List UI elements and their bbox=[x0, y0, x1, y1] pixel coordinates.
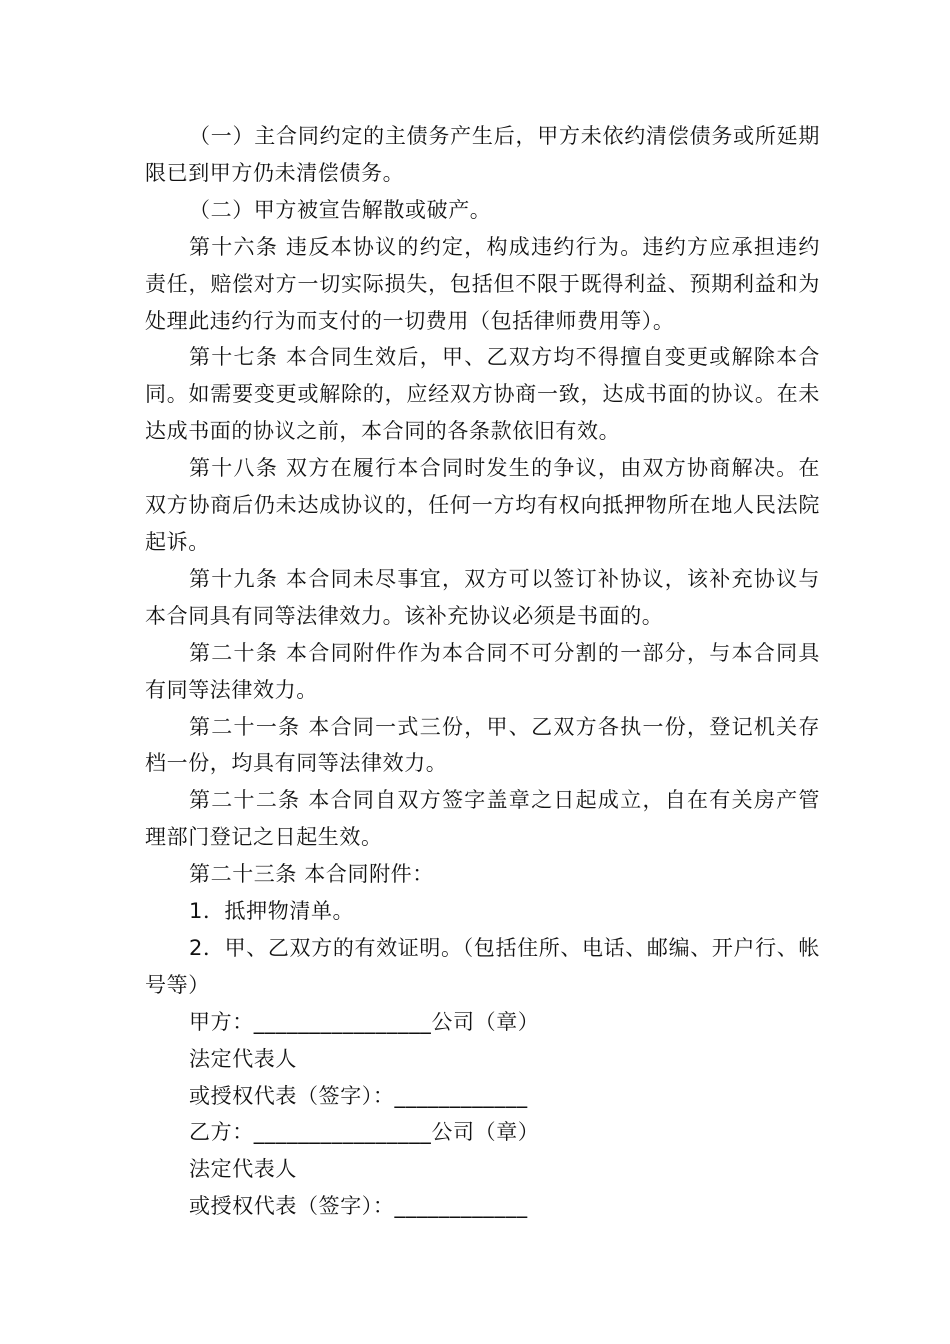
article-21: 第二十一条 本合同一式三份，甲、乙双方各执一份，登记机关存档一份，均具有同等法律效力。 bbox=[145, 714, 820, 776]
attachment-item-2: 2．甲、乙双方的有效证明。（包括住所、电话、邮编、开户行、帐号等） bbox=[145, 935, 820, 997]
party-b-signature-line: 乙方：________________公司（章） bbox=[189, 1120, 540, 1145]
party-a-legal-rep: 法定代表人 bbox=[189, 1046, 297, 1071]
article-18: 第十八条 双方在履行本合同时发生的争议，由双方协商解决。在双方协商后仍未达成协议的，任何一方均有权向抵押物所在地人民法院起诉。 bbox=[145, 456, 820, 554]
party-a-signature-line: 甲方：________________公司（章） bbox=[189, 1009, 540, 1034]
party-b-authorized-rep: 或授权代表（签字）：____________ bbox=[189, 1194, 528, 1219]
article-17: 第十七条 本合同生效后，甲、乙双方均不得擅自变更或解除本合同。如需要变更或解除的，应经双方协商一致，达成书面的协议。在未达成书面的协议之前，本合同的各条款依旧有效。 bbox=[145, 345, 820, 444]
clause-two: （二）甲方被宣告解散或破产。 bbox=[189, 197, 492, 222]
article-20: 第二十条 本合同附件作为本合同不可分割的一部分，与本合同具有同等法律效力。 bbox=[145, 640, 820, 702]
attachment-item-1: 1．抵押物清单。 bbox=[189, 899, 355, 924]
article-23: 第二十三条 本合同附件： bbox=[189, 862, 434, 887]
party-b-legal-rep: 法定代表人 bbox=[189, 1157, 297, 1182]
article-16: 第十六条 违反本协议的约定，构成违约行为。违约方应承担违约责任，赔偿对方一切实际损失，包括但不限于既得利益、预期利益和为处理此违约行为而支付的一切费用（包括律师费用等）。 bbox=[145, 234, 820, 333]
article-22: 第二十二条 本合同自双方签字盖章之日起成立，自在有关房产管理部门登记之日起生效。 bbox=[145, 788, 820, 850]
clause-one: （一）主合同约定的主债务产生后，甲方未依约清偿债务或所延期限已到甲方仍未清偿债务。 bbox=[145, 124, 820, 185]
article-19: 第十九条 本合同未尽事宜，双方可以签订补协议，该补充协议与本合同具有同等法律效力。该补充协议必须是书面的。 bbox=[145, 566, 820, 628]
party-a-authorized-rep: 或授权代表（签字）：____________ bbox=[189, 1083, 528, 1108]
